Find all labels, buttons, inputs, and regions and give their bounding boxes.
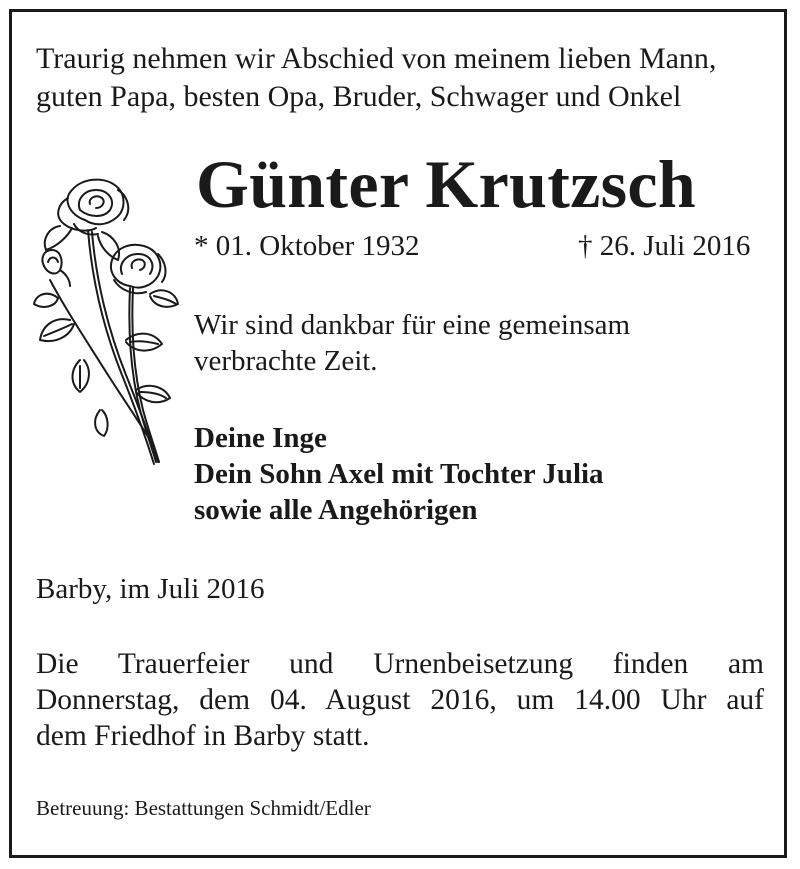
funeral-line-2: Donnerstag, dem 04. August 2016, um 14.00 Uhr auf	[36, 684, 764, 716]
place-date: Barby, im Juli 2016	[36, 573, 265, 605]
birth-date: * 01. Oktober 1932	[194, 230, 420, 262]
gratitude-line-2: verbrachte Zeit.	[194, 345, 378, 377]
intro-line-2: guten Papa, besten Opa, Bruder, Schwager und Onkel	[36, 80, 682, 113]
undertaker-credit: Betreuung: Bestattungen Schmidt/Edler	[36, 796, 371, 820]
gratitude-line-1: Wir sind dankbar für eine gemeinsam	[194, 309, 631, 341]
funeral-line-3: dem Friedhof in Barby statt.	[36, 720, 370, 752]
death-date: † 26. Juli 2016	[578, 230, 751, 262]
signatory-3: sowie alle Angehörigen	[194, 494, 478, 526]
funeral-line-1: Die Trauerfeier und Urnenbeisetzung finden am	[36, 648, 764, 680]
intro-line-1: Traurig nehmen wir Abschied von meinem lieben Mann,	[36, 42, 717, 75]
deceased-name: Günter Krutzsch	[196, 146, 696, 222]
rose-illustration-icon	[30, 170, 180, 470]
signatory-2: Dein Sohn Axel mit Tochter Julia	[194, 458, 604, 490]
signatory-1: Deine Inge	[194, 422, 327, 454]
